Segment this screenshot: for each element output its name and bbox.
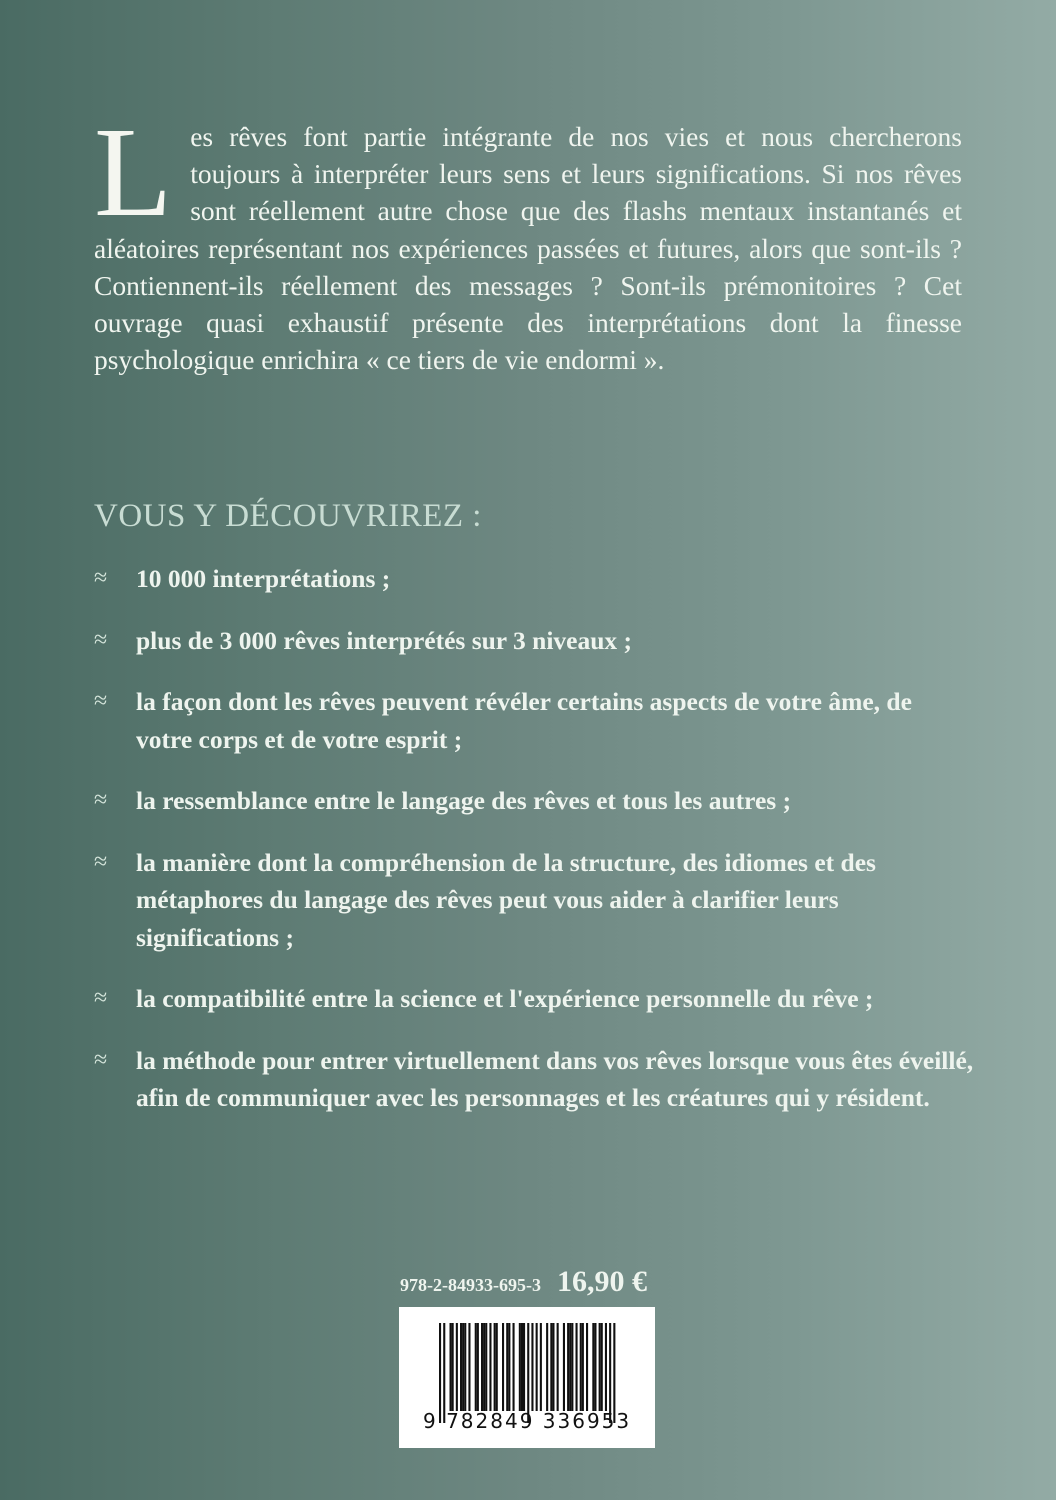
barcode-bar xyxy=(586,1323,588,1411)
barcode-bar xyxy=(580,1323,582,1411)
barcode-bar xyxy=(464,1323,466,1411)
approx-bullet-icon: ≈ xyxy=(94,626,108,653)
approx-bullet-icon: ≈ xyxy=(94,787,108,813)
drop-cap: L xyxy=(94,101,173,243)
barcode-bar xyxy=(531,1323,533,1411)
barcode-bar xyxy=(527,1323,529,1423)
list-item: ≈ la façon dont les rêves peuvent révéler certains aspects de votre âme, de votre corps et de votre esprit ; xyxy=(94,683,974,758)
barcode-bar xyxy=(496,1323,498,1411)
list-item: ≈ la compatibilité entre la science et l'expérience personnelle du rêve ; xyxy=(94,980,974,1018)
intro-paragraph xyxy=(94,101,962,378)
barcode-bar xyxy=(468,1323,470,1411)
barcode-bar xyxy=(443,1323,445,1423)
barcode-bar xyxy=(477,1323,479,1411)
barcode-bar xyxy=(513,1323,515,1411)
list-item: ≈ la manière dont la compréhension de la structure, des idiomes et des métaphores du langage des rêves peut vous aider à clarifier leurs significations ; xyxy=(94,844,974,957)
barcode-bar xyxy=(601,1323,603,1411)
barcode-bar xyxy=(483,1323,485,1411)
barcode-bar xyxy=(460,1323,462,1411)
feature-list xyxy=(94,560,974,1141)
section-heading: VOUS Y DÉCOUVRIREZ : xyxy=(94,498,482,534)
isbn-price-row xyxy=(400,1265,647,1299)
barcode-bar xyxy=(605,1323,607,1411)
barcode-bar xyxy=(557,1323,559,1411)
barcode-bar xyxy=(594,1323,596,1411)
barcode-bar xyxy=(452,1323,454,1411)
barcode-bar xyxy=(546,1323,548,1411)
barcode-bar xyxy=(481,1323,483,1411)
barcode-bar xyxy=(569,1323,571,1411)
barcode xyxy=(399,1307,655,1448)
barcode-bar xyxy=(506,1323,508,1411)
price: 16,90 € xyxy=(556,1265,647,1298)
barcode-bar xyxy=(523,1323,525,1411)
list-item: ≈ 10 000 interprétations ; xyxy=(94,560,974,598)
barcode-bar xyxy=(536,1323,538,1411)
approx-bullet-icon: ≈ xyxy=(94,848,108,875)
barcode-bar xyxy=(567,1323,569,1411)
barcode-bar xyxy=(576,1323,578,1411)
barcode-bar xyxy=(485,1323,487,1411)
barcode-bar xyxy=(609,1323,611,1423)
barcode-bar xyxy=(462,1323,464,1411)
barcode-bar xyxy=(508,1323,510,1411)
barcode-bar xyxy=(613,1323,615,1423)
list-item: ≈ plus de 3 000 rêves interprétés sur 3 niveaux ; xyxy=(94,622,974,660)
approx-bullet-icon: ≈ xyxy=(94,1046,108,1073)
barcode-bar xyxy=(563,1323,565,1411)
approx-bullet-icon: ≈ xyxy=(94,565,108,591)
barcode-bar xyxy=(489,1323,491,1411)
barcode-bar xyxy=(582,1323,584,1411)
barcode-bar xyxy=(592,1323,594,1411)
approx-bullet-icon: ≈ xyxy=(94,985,108,1011)
barcode-bar xyxy=(519,1323,521,1411)
barcode-bar xyxy=(439,1323,441,1423)
barcode-bar xyxy=(571,1323,573,1411)
barcode-bar xyxy=(540,1323,542,1411)
intro-text: es rêves font partie intégrante de nos vies et nous chercherons toujours à interpréter leurs sens et leurs significations. Si nos rêves sont réellement autre chose que des flashs mentaux instantanés et aléatoires représentant nos expériences passées et futures, alors que sont-ils ? Contiennent-ils réellement des messages ? Sont-ils prémonitoires ? Cet ouvrage quasi exhaustif présente des interprétations dont la finesse psychologique enrichira « ce tiers de vie endormi ». xyxy=(94,121,962,376)
barcode-bar xyxy=(550,1323,552,1411)
barcode-bar xyxy=(456,1323,458,1411)
barcode-bar xyxy=(521,1323,523,1411)
barcode-bar xyxy=(552,1323,554,1411)
approx-bullet-icon: ≈ xyxy=(94,688,108,714)
barcode-bar xyxy=(599,1323,601,1411)
barcode-bar xyxy=(494,1323,496,1411)
barcode-digits: 9 782849 336953 xyxy=(423,1409,632,1433)
barcode-bar xyxy=(502,1323,504,1411)
isbn: 978-2-84933-695-3 xyxy=(400,1275,541,1295)
list-item: ≈ la ressemblance entre le langage des rêves et tous les autres ; xyxy=(94,782,974,820)
barcode-bar xyxy=(475,1323,477,1411)
barcode-bar xyxy=(450,1323,452,1411)
list-item: ≈ la méthode pour entrer virtuellement dans vos rêves lorsque vous êtes éveillé, afin de communiquer avec les personnages et les créatures qui y résident. xyxy=(94,1042,974,1117)
